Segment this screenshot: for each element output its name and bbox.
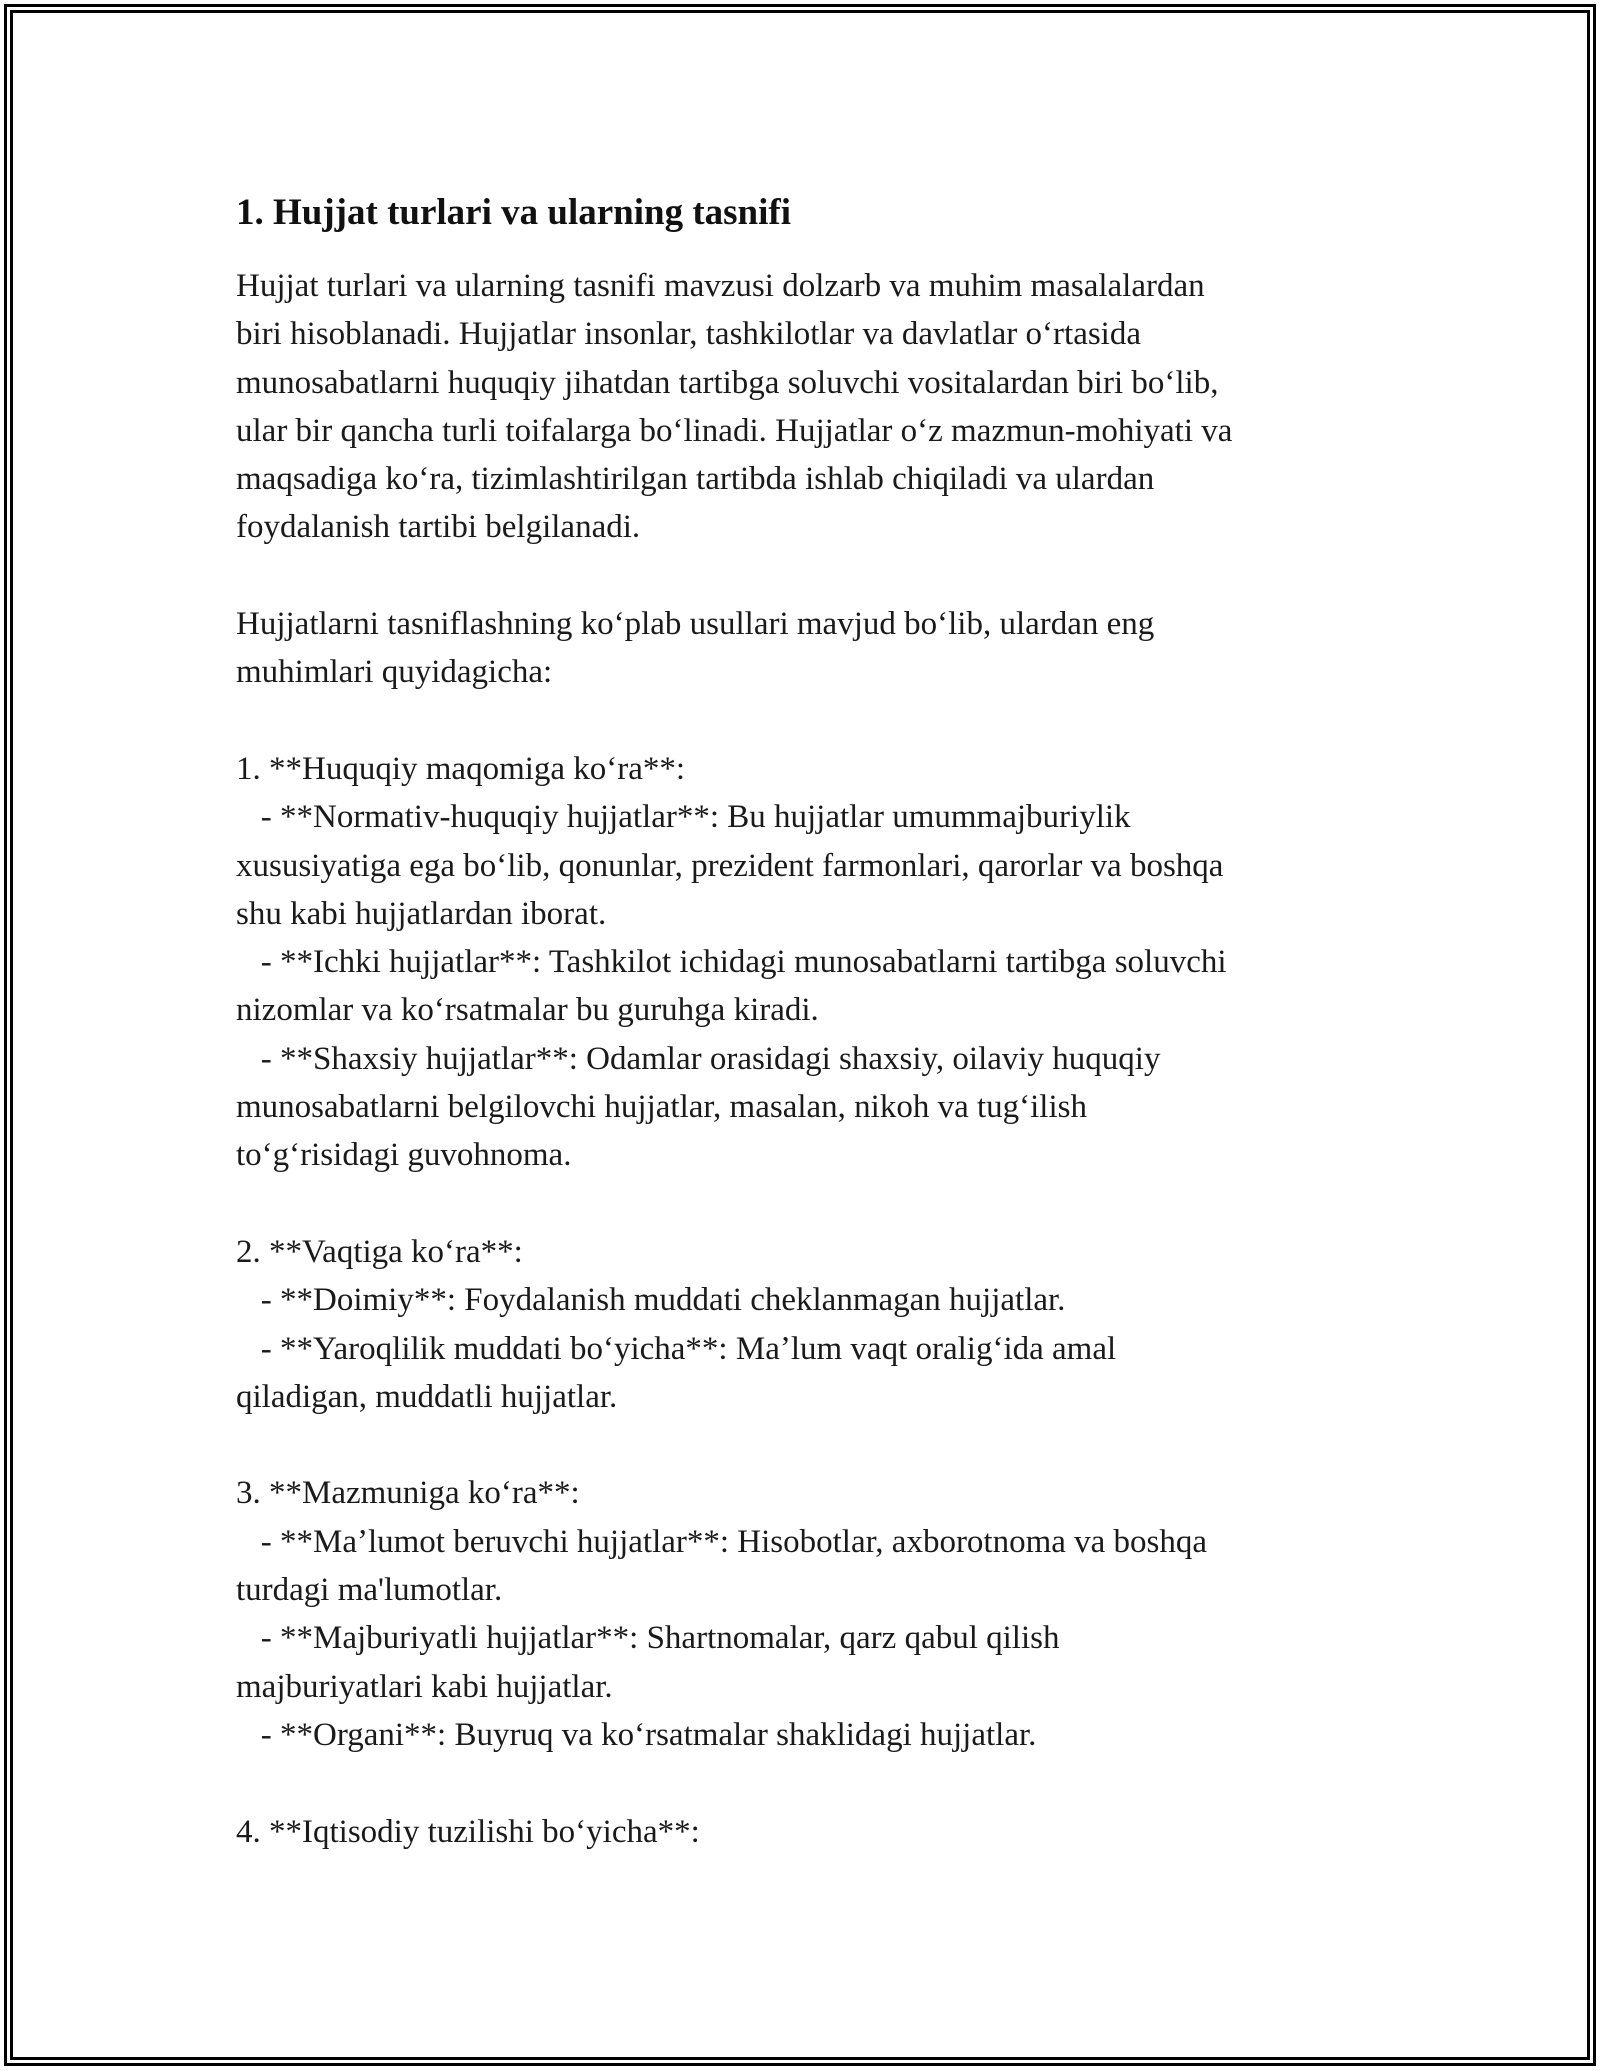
paragraph-gap [236, 552, 1366, 600]
paragraph-gap [236, 1759, 1366, 1807]
section-legal-status: 1. **Huquqiy maqomiga koʻra**: - **Normativ-huquqiy hujjatlar**: Bu hujjatlar umummajburiylik xususiyatiga ega boʻlib, qonunlar, prezident farmonlari, qarorlar va boshqa shu kabi hujjatlardan iborat. - **Ichki hujjatlar**: Tashkilot ichidagi munosabatlarni tartibga soluvchi nizomlar va koʻrsatmalar bu guruhga kiradi. - **Shaxsiy hujjatlar**: Odamlar orasidagi shaxsiy, oilaviy huquqiy munosabatlarni belgilovchi hujjatlar, masalan, nikoh va tugʻilish toʻgʻrisidagi guvohnoma. [236, 750, 1227, 1174]
document-title: 1. Hujjat turlari va ularning tasnifi [236, 192, 792, 233]
section-time: 2. **Vaqtiga koʻra**: - **Doimiy**: Foydalanish muddati cheklanmagan hujjatlar. - **Yaroqlilik muddati boʻyicha**: Maʼlum vaqt oraligʻida amal qiladigan, muddatli hujjatlar. [236, 1233, 1117, 1415]
intro-paragraph: Hujjat turlari va ularning tasnifi mavzusi dolzarb va muhim masalalardan biri hisoblanadi. Hujjatlar insonlar, tashkilotlar va davlatlar oʻrtasida munosabatlarni huquqiy jihatdan tartibga soluvchi vositalardan biri boʻlib, ular bir qancha turli toifalarga boʻlinadi. Hujjatlar oʻz mazmun-mohiyati va maqsadiga koʻra, tizimlashtirilgan tartibda ishlab chiqiladi va ulardan foydalanish tartibi belgilanadi. [236, 268, 1233, 546]
paragraph-gap [236, 1180, 1366, 1228]
classification-intro-paragraph: Hujjatlarni tasniflashning koʻplab usullari mavjud boʻlib, ulardan eng muhimlari quyidagicha: [236, 606, 1155, 691]
paragraph-gap [236, 1421, 1366, 1469]
section-content: 3. **Mazmuniga koʻra**: - **Maʼlumot beruvchi hujjatlar**: Hisobotlar, axborotnoma va boshqa turdagi ma'lumotlar. - **Majburiyatli hujjatlar**: Shartnomalar, qarz qabul qilish majburiyatlari kabi hujjatlar. - **Organi**: Buyruq va koʻrsatmalar shaklidagi hujjatlar. [236, 1475, 1208, 1753]
section-economic-structure: 4. **Iqtisodiy tuzilishi boʻyicha**: [236, 1813, 700, 1850]
document-page [236, 186, 1366, 1856]
paragraph-gap [236, 697, 1366, 745]
